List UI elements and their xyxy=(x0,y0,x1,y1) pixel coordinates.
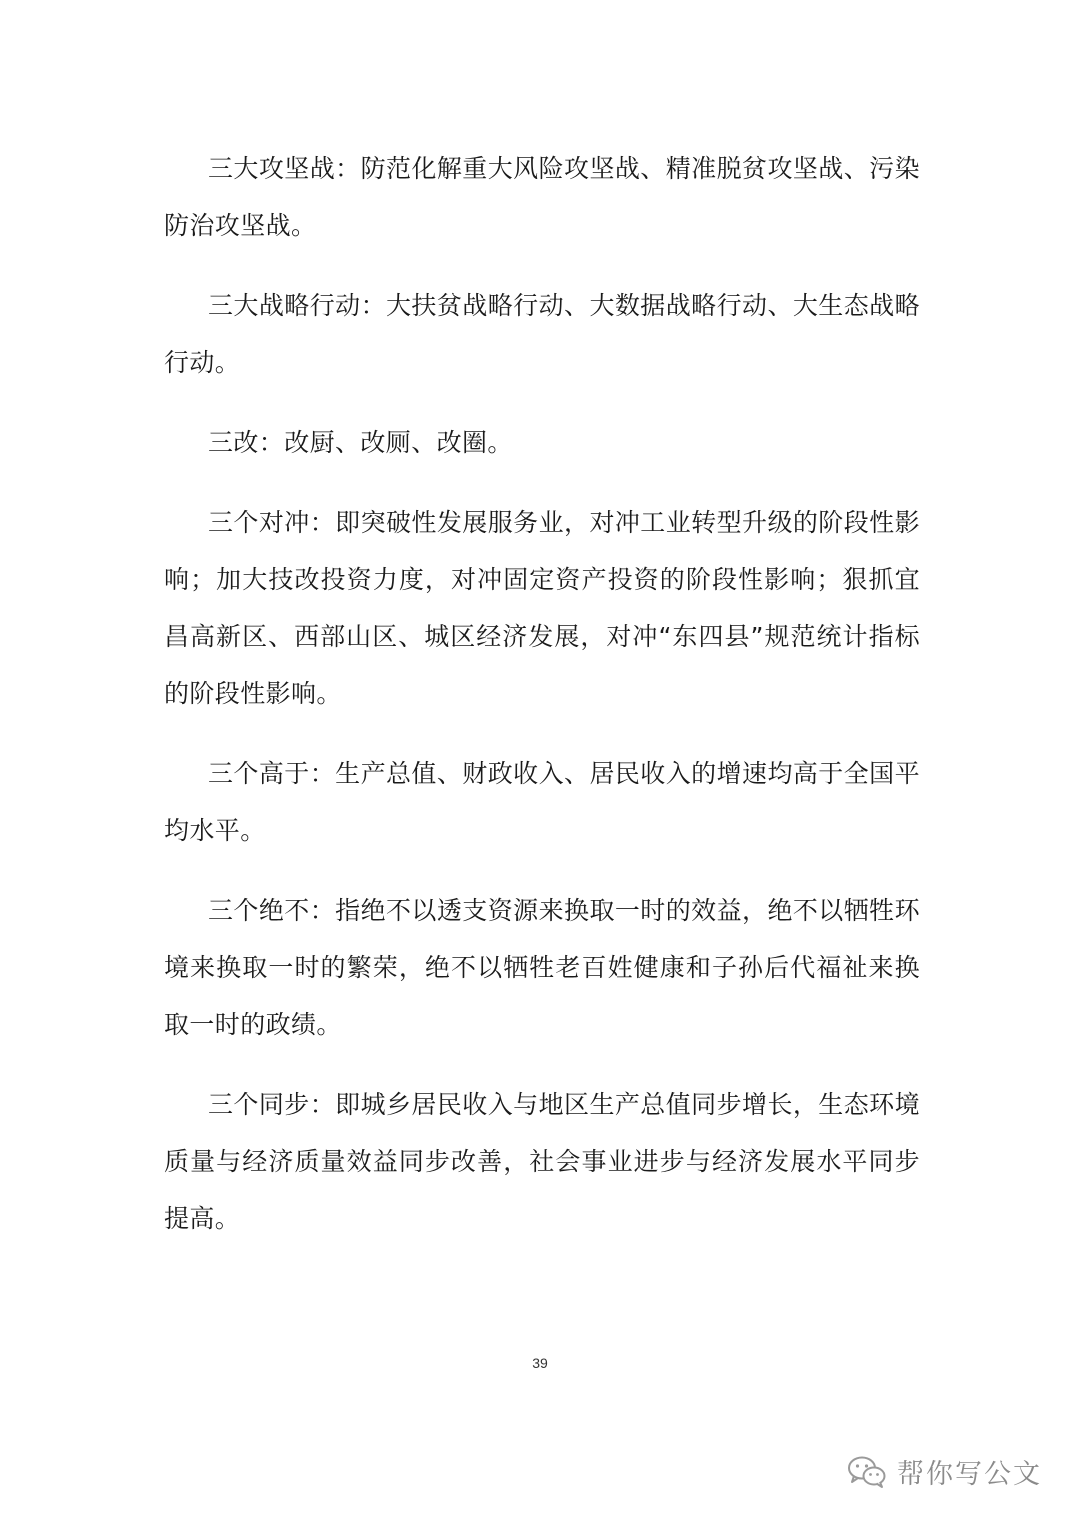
paragraph-three-never: 三个绝不：指绝不以透支资源来换取一时的效益，绝不以牺牲环境来换取一时的繁荣，绝不以牺牲老百姓健康和子孙后代福祉来换取一时的政绩。 xyxy=(164,896,920,1039)
paragraph-three-synchronizations: 三个同步：即城乡居民收入与地区生产总值同步增长，生态环境质量与经济质量效益同步改善，社会事业进步与经济发展水平同步提高。 xyxy=(164,1090,920,1233)
paragraph-three-tough-battles: 三大攻坚战：防范化解重大风险攻坚战、精准脱贫攻坚战、污染防治攻坚战。 xyxy=(164,154,920,240)
paragraph-three-strategic-actions: 三大战略行动：大扶贫战略行动、大数据战略行动、大生态战略行动。 xyxy=(164,291,920,377)
watermark xyxy=(847,1452,1042,1491)
watermark-text: 帮你写公文 xyxy=(897,1459,1042,1490)
page-number: 39 xyxy=(532,1355,548,1371)
wechat-icon xyxy=(847,1455,887,1489)
paragraph-three-higher-than: 三个高于：生产总值、财政收入、居民收入的增速均高于全国平均水平。 xyxy=(164,759,920,845)
document-body xyxy=(164,140,920,1270)
paragraph-three-reforms: 三改：改厨、改厕、改圈。 xyxy=(208,428,513,457)
paragraph-three-hedges: 三个对冲：即突破性发展服务业，对冲工业转型升级的阶段性影响；加大技改投资力度，对冲固定资产投资的阶段性影响；狠抓宜昌高新区、西部山区、城区经济发展，对冲“东四县”规范统计指标的阶段性影响。 xyxy=(164,508,920,708)
